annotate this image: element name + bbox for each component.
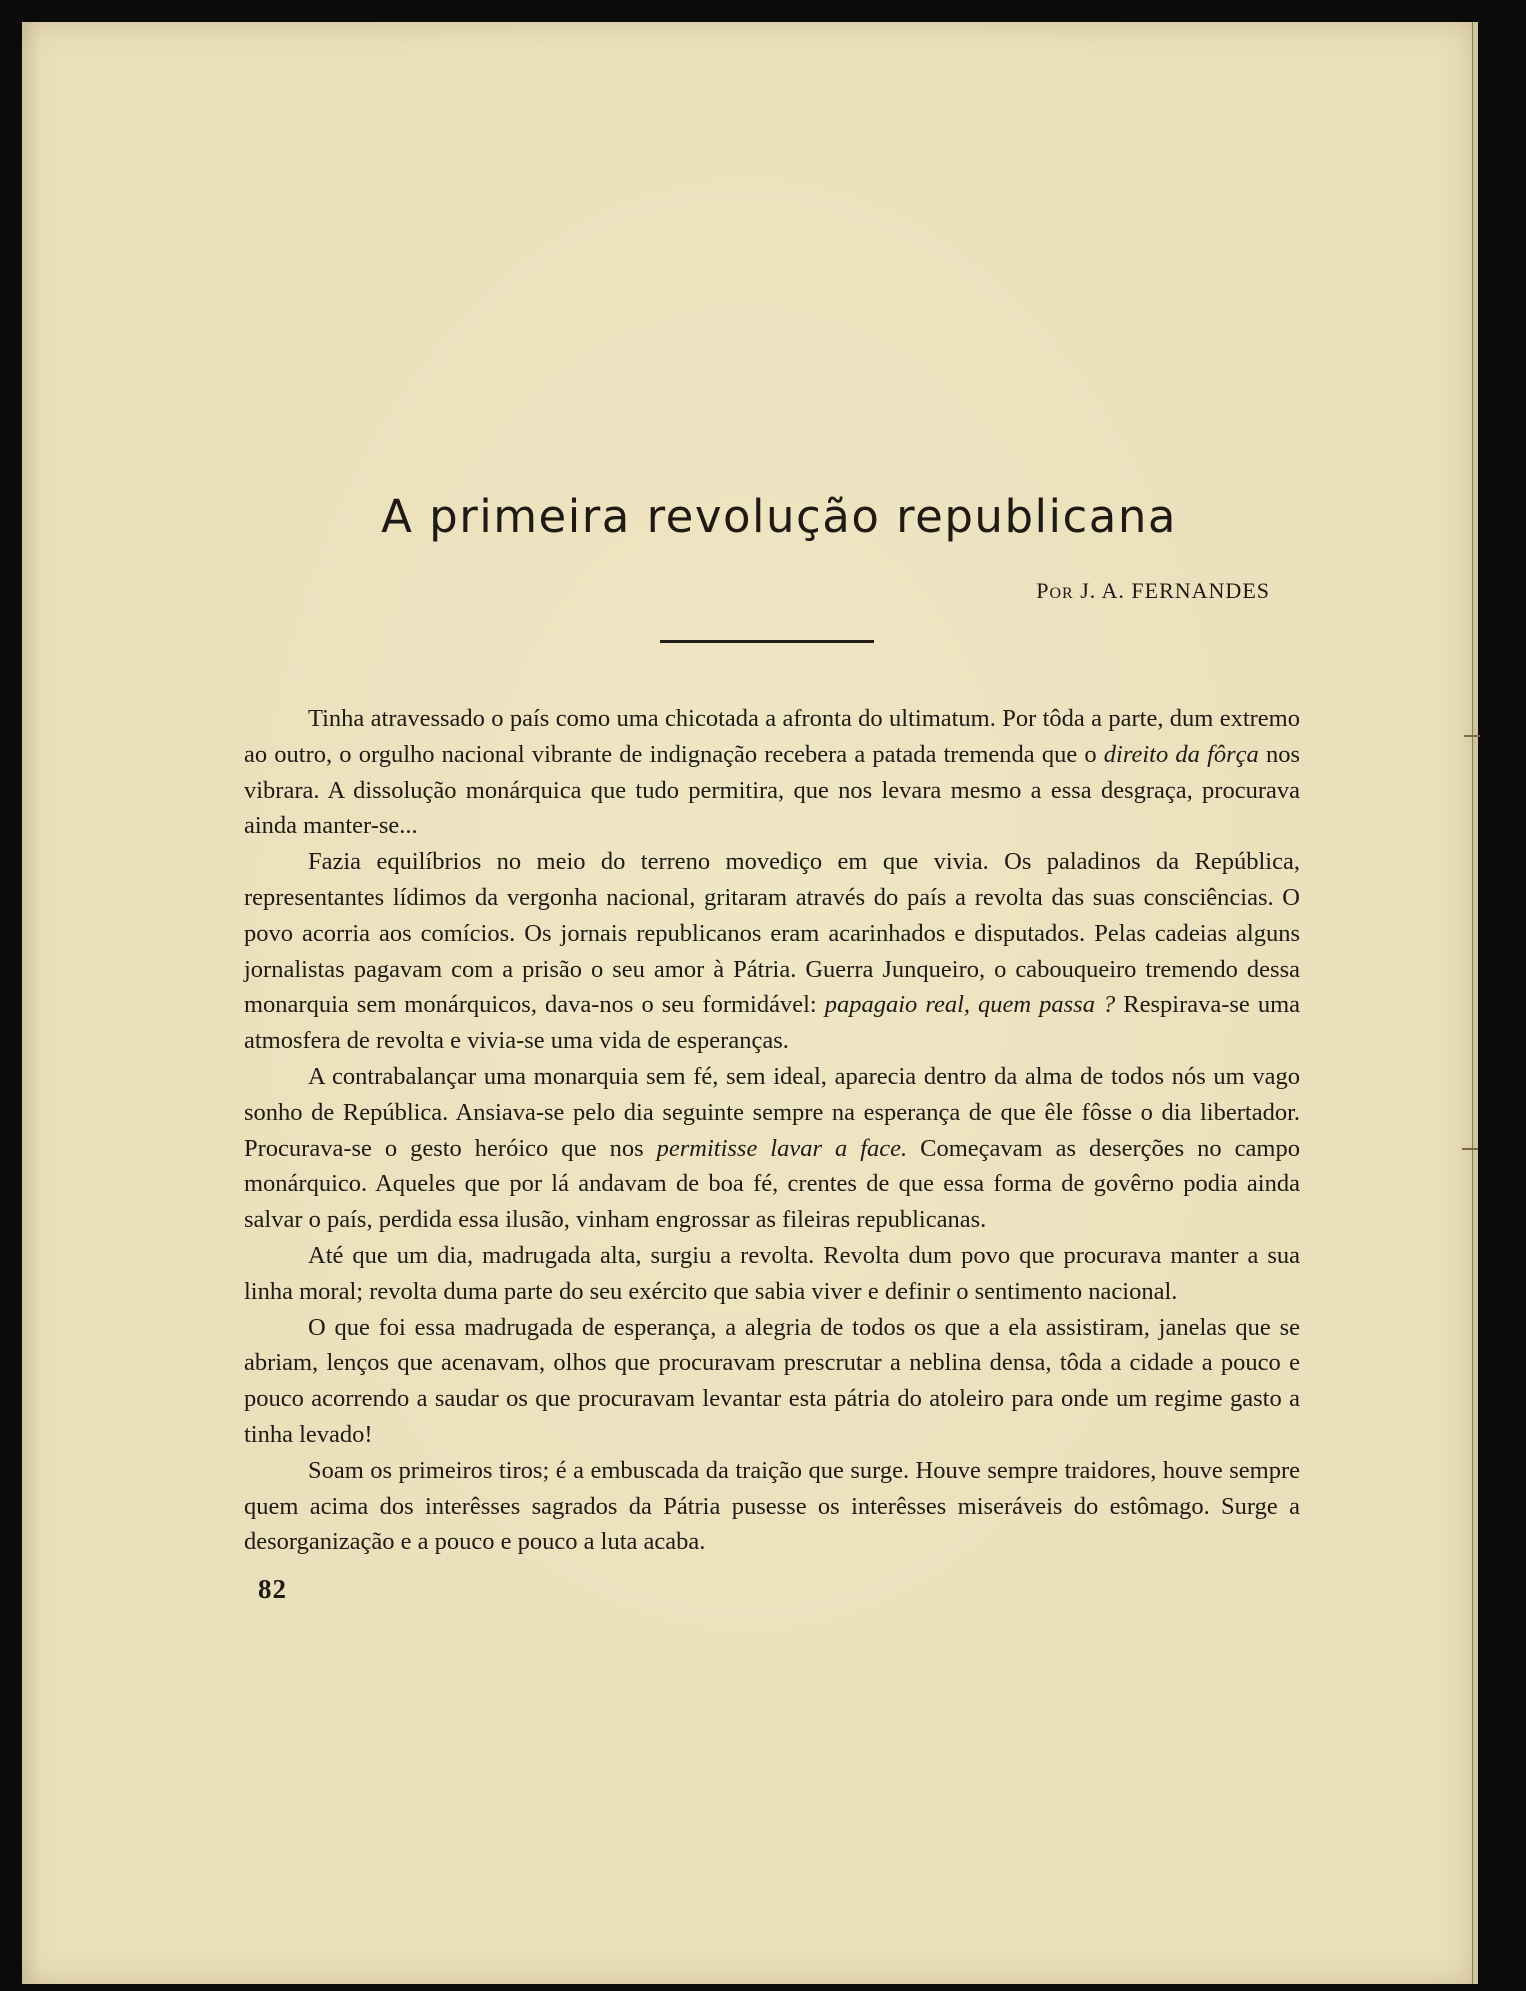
scan-border (1478, 0, 1526, 1991)
byline-por-rest: OR (1049, 585, 1074, 602)
margin-mark-bottom (1462, 1148, 1478, 1150)
italic-phrase: papagaio real, quem passa ? (824, 991, 1116, 1019)
article-body (244, 701, 1300, 1560)
byline (244, 578, 1270, 604)
body-paragraph (244, 1238, 1300, 1310)
body-paragraph (244, 1453, 1300, 1560)
margin-mark-top (1464, 735, 1480, 737)
text-run: Até que um dia, madrugada alta, surgiu a revolta. Revolta dum povo que procurava manter a sua linha moral; revolta duma parte do seu exército que sabia viver e definir o sentimento nacional. (244, 1241, 1300, 1305)
text-run: Fazia equilíbrios no meio do terreno movediço em que vivia. Os paladinos da República, representantes lídimos da vergonha nacional, gritaram através do país a revolta das suas consciências. O povo acorria aos comícios. Os jornais republicanos eram acarinhados e disputados. Pelas cadeias alguns jornalistas pagavam com a prisão o seu amor à Pátria. Guerra Junqueiro, o cabouqueiro tremendo dessa monarquia sem monárquicos, dava-nos o seu formidável: (244, 848, 1300, 1019)
text-run: Respirava-se uma atmosfera de revolta e vivia-se uma vida de esperanças. (244, 991, 1301, 1055)
body-paragraph (244, 1310, 1300, 1453)
text-run: A contrabalançar uma monarquia sem fé, sem ideal, aparecia dentro da alma de todos nós um vago sonho de República. Ansiava-se pelo dia seguinte sempre na esperança de que êle fôsse o dia libertador. Procurava-se o gesto heróico que nos (244, 1062, 1300, 1162)
text-run: O que foi essa madrugada de esperança, a alegria de todos os que a ela assistiram, janelas que se abriam, lenços que acenavam, olhos que procuravam prescrutar a neblina densa, tôda a cidade a pouco e pouco acorrendo a saudar os que procuravam levantar esta pátria do atoleiro para onde um regime gasto a tinha levado! (244, 1313, 1300, 1448)
italic-phrase: permitisse lavar a face. (656, 1134, 908, 1162)
title-divider (660, 640, 874, 643)
body-paragraph (244, 1059, 1300, 1238)
italic-phrase: direito da fôrça (1103, 740, 1259, 768)
body-paragraph (244, 701, 1300, 844)
article-title: A primeira revolução republicana (381, 490, 1177, 543)
page-number: 82 (258, 1574, 287, 1605)
text-run: nos vibrara. A dissolução monárquica que tudo permitira, que nos levara mesmo a essa desgraça, procurava ainda manter-se... (244, 740, 1300, 840)
text-run: Soam os primeiros tiros; é a embuscada da traição que surge. Houve sempre traidores, houve sempre quem acima dos interêsses sagrados da Pátria pusesse os interêsses miseráveis do estômago. Surge a desorganização e a pouco e pouco a luta acaba. (244, 1456, 1300, 1556)
byline-por-initial: P (1036, 578, 1050, 603)
text-run: Tinha atravessado o país como uma chicotada a afronta do ultimatum. Por tôda a parte, dum extremo ao outro, o orgulho nacional vibrante de indignação recebera a patada tremenda que o (244, 705, 1300, 768)
byline-author: J. A. FERNANDES (1080, 578, 1270, 603)
text-run: Começavam as deserções no campo monárquico. Aqueles que por lá andavam de boa fé, crentes de que essa forma de govêrno podia ainda salvar o país, perdida essa ilusão, vinham engrossar as fileiras republicanas. (244, 1134, 1300, 1234)
article (244, 490, 1300, 1605)
body-paragraph (244, 844, 1300, 1059)
